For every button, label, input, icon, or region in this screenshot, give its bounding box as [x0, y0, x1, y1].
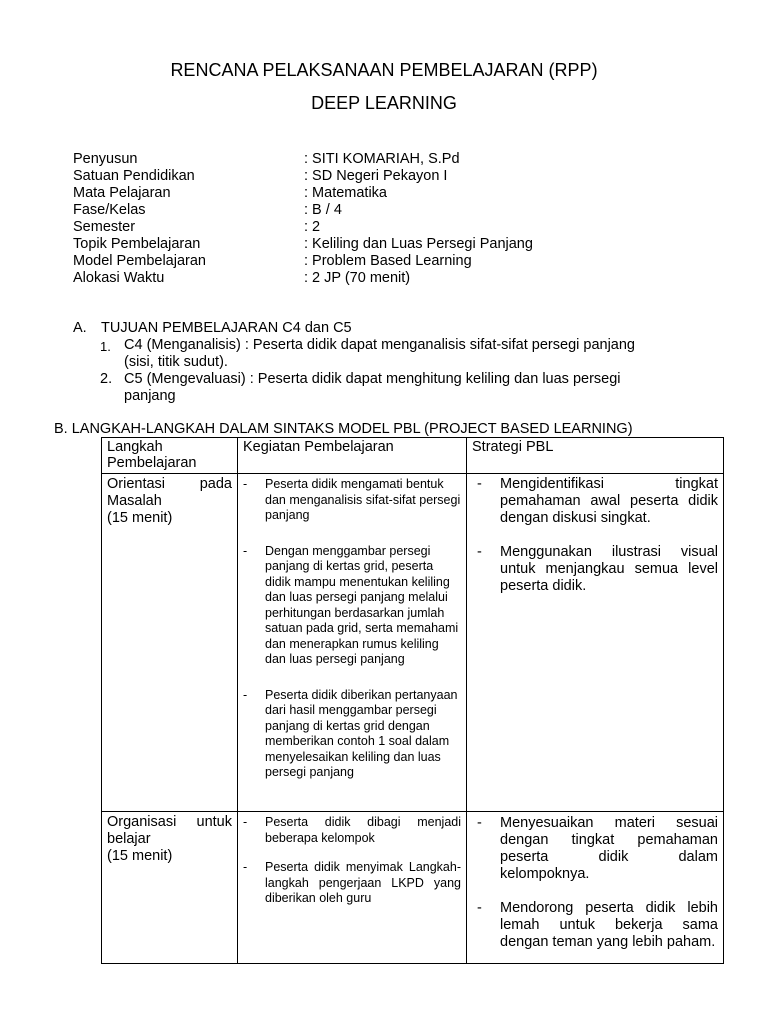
identity-label: Alokasi Waktu — [73, 270, 165, 286]
identity-row — [73, 219, 533, 236]
identity-label: Topik Pembelajaran — [73, 236, 201, 252]
step-name-cell — [102, 474, 238, 812]
objective-line: C5 (Mengevaluasi) : Peserta didik dapat menghitung keliling dan luas persegi — [124, 371, 621, 387]
identity-label: Fase/Kelas — [73, 202, 146, 218]
strategy-text: Mendorong peserta didik lebih lemah untuk bekerja sama dengan teman yang lebih paham. — [500, 900, 718, 950]
document-title: RENCANA PELAKSANAAN PEMBELAJARAN (RPP) — [170, 60, 598, 80]
list-item: - Peserta didik menyimak Langkah-langkah pengerjaan LKPD yang diberikan oleh guru — [243, 860, 461, 905]
header-step-line: Langkah — [107, 439, 163, 455]
list-item: - Peserta didik mengamati bentuk dan menganalisis sifat-sifat persegi panjang — [243, 477, 461, 522]
activity-text: Peserta didik mengamati bentuk dan menganalisis sifat-sifat persegi panjang — [265, 477, 461, 522]
identity-block — [73, 151, 533, 287]
step-name-line: Masalah — [107, 493, 162, 509]
list-item: - Mendorong peserta didik lebih lemah untuk bekerja sama dengan teman yang lebih paham. — [477, 900, 718, 950]
header-strategy: Strategi PBL — [467, 438, 724, 474]
list-item: - Menggunakan ilustrasi visual untuk menjangkau semua level peserta didik. — [477, 544, 718, 594]
activity-cell — [238, 812, 467, 964]
activity-text: Peserta didik diberikan pertanyaan dari hasil menggambar persegi panjang di kertas grid dengan memberikan contoh 1 soal dalam menyelesaikan keliling dan luas persegi panjang — [265, 687, 458, 779]
identity-value: : 2 JP (70 menit) — [304, 270, 411, 286]
identity-label: Semester — [73, 219, 136, 235]
identity-label: Model Pembelajaran — [73, 253, 206, 269]
strategy-text: Menyesuaikan materi sesuai dengan tingkat pemahaman peserta didik dalam kelompoknya. — [500, 815, 718, 882]
objective-item — [100, 371, 700, 405]
identity-label: Satuan Pendidikan — [73, 168, 195, 184]
identity-row — [73, 151, 533, 168]
identity-row — [73, 185, 533, 202]
identity-value: : SD Negeri Pekayon I — [304, 168, 448, 184]
activity-text: Peserta didik menyimak Langkah-langkah pengerjaan LKPD yang diberikan oleh guru — [265, 860, 461, 905]
step-name-cell — [102, 812, 238, 964]
document-subtitle: DEEP LEARNING — [311, 93, 457, 113]
identity-value: : 2 — [304, 219, 321, 235]
identity-label: Mata Pelajaran — [73, 185, 171, 201]
activity-text: Dengan menggambar persegi panjang di kertas grid, peserta didik mampu menentukan keliling dan luas persegi panjang melalui perhitungan berdasarkan jumlah satuan pada grid, serta memahami dan menerapkan rumus keliling dan luas persegi panjang — [265, 543, 459, 666]
step-name-line: Orientasi pada — [107, 476, 232, 492]
identity-value: : Matematika — [304, 185, 387, 201]
step-duration: (15 menit) — [107, 510, 173, 526]
identity-row — [73, 253, 533, 270]
objective-line: (sisi, titik sudut). — [124, 354, 228, 370]
step-name-line: Organisasi untuk — [107, 814, 232, 830]
list-item: - Mengidentifikasi tingkat pemahaman awal peserta didik dengan diskusi singkat. — [477, 476, 718, 526]
header-activity: Kegiatan Pembelajaran — [238, 438, 467, 474]
section-b-heading: B. LANGKAH-LANGKAH DALAM SINTAKS MODEL PBL (PROJECT BASED LEARNING) — [54, 421, 633, 437]
table-header-row — [102, 438, 724, 474]
identity-row — [73, 270, 533, 287]
strategy-cell — [467, 812, 724, 964]
list-item: - Dengan menggambar persegi panjang di kertas grid, peserta didik mampu menentukan keliling dan luas persegi panjang melalui perhitungan berdasarkan jumlah satuan pada grid, serta memahami dan menerapkan rumus keliling dan luas persegi panjang — [243, 543, 459, 666]
list-item: - Menyesuaikan materi sesuai dengan tingkat pemahaman peserta didik dalam kelompoknya. — [477, 815, 718, 882]
pbl-steps-table — [101, 437, 724, 964]
identity-row — [73, 168, 533, 185]
objective-line: C4 (Menganalisis) : Peserta didik dapat menganalisis sifat-sifat persegi panjang — [124, 337, 635, 353]
strategy-cell — [467, 474, 724, 812]
step-name-line: belajar — [107, 831, 151, 847]
identity-row — [73, 236, 533, 253]
identity-row — [73, 202, 533, 219]
objective-line: panjang — [124, 388, 176, 404]
header-step — [102, 438, 238, 474]
strategy-text: Menggunakan ilustrasi visual untuk menjangkau semua level peserta didik. — [500, 544, 718, 594]
section-a-letter: A. — [73, 320, 87, 336]
section-a-heading — [73, 320, 352, 337]
activity-cell — [238, 474, 467, 812]
table-row — [102, 812, 724, 964]
objective-number: 2. — [100, 371, 113, 387]
objective-item — [100, 337, 700, 371]
objective-number: 1. — [100, 339, 111, 354]
header-step-line: Pembelajaran — [107, 455, 197, 471]
identity-value: : SITI KOMARIAH, S.Pd — [304, 151, 460, 167]
table-row — [102, 474, 724, 812]
identity-label: Penyusun — [73, 151, 138, 167]
identity-value: : Keliling dan Luas Persegi Panjang — [304, 236, 533, 252]
list-item: - Peserta didik diberikan pertanyaan dari hasil menggambar persegi panjang di kertas grid dengan memberikan contoh 1 soal dalam menyelesaikan keliling dan luas persegi panjang — [243, 687, 458, 779]
section-a-title: TUJUAN PEMBELAJARAN C4 dan C5 — [101, 320, 352, 336]
activity-text: Peserta didik dibagi menjadi beberapa kelompok — [265, 815, 461, 845]
step-duration: (15 menit) — [107, 848, 173, 864]
identity-value: : Problem Based Learning — [304, 253, 472, 269]
identity-value: : B / 4 — [304, 202, 342, 218]
list-item: - Peserta didik dibagi menjadi beberapa kelompok — [243, 815, 461, 845]
strategy-text: Mengidentifikasi tingkat pemahaman awal peserta didik dengan diskusi singkat. — [500, 476, 718, 526]
